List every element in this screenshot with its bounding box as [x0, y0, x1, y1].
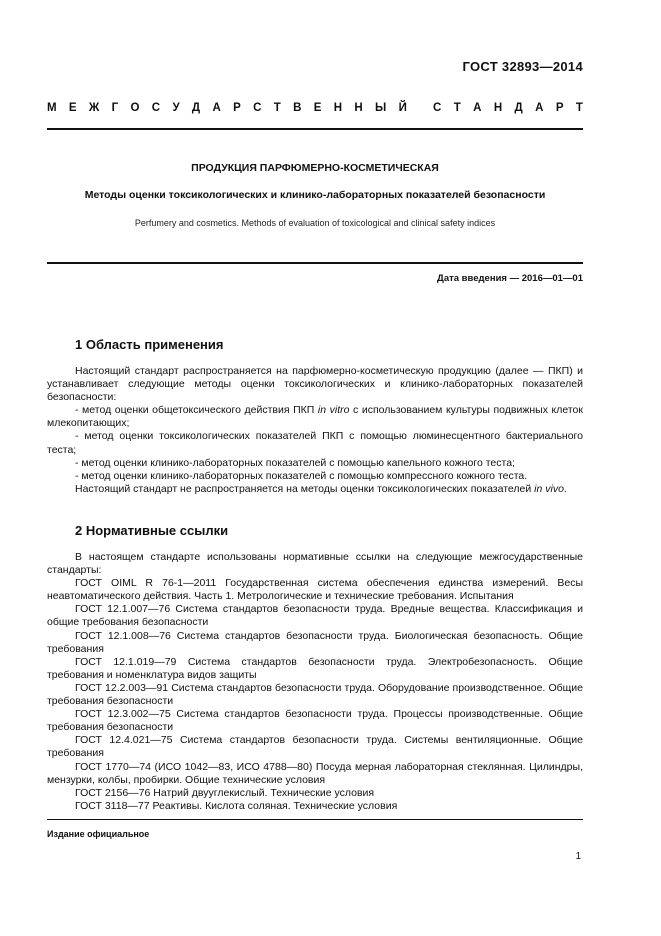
- standard-type-word-1: [47, 102, 407, 114]
- document-title: ПРОДУКЦИЯ ПАРФЮМЕРНО-КОСМЕТИЧЕСКАЯ: [191, 162, 439, 174]
- date-of-introduction: Дата введения — 2016—01—01: [437, 273, 583, 284]
- document-title-english: Perfumery and cosmetics. Methods of evaluation of toxicological and clinical safety indices: [134, 218, 496, 228]
- section-2-body: [47, 551, 583, 813]
- header-rule: [47, 128, 583, 130]
- heading-letter: Т: [575, 102, 583, 114]
- heading-letter: Р: [555, 102, 564, 114]
- heading-letter: Д: [514, 102, 523, 114]
- heading-letter: С: [253, 102, 262, 114]
- page-number: 1: [575, 851, 581, 862]
- heading-letter: Й: [398, 102, 407, 114]
- reference-item: ГОСТ 3118—77 Реактивы. Кислота соляная. Технические условия: [75, 799, 398, 812]
- reference-item: ГОСТ 1770—74 (ИСО 1042—83, ИСО 4788—80) Посуда мерная лабораторная стеклянная. Цилиндры, мензурки, колбы, пробирки. Общие технические условия: [47, 760, 583, 786]
- heading-letter: А: [535, 102, 544, 114]
- reference-item: ГОСТ 12.3.002—75 Система стандартов безопасности труда. Процессы производственные. Общие требования безопасности: [47, 708, 583, 734]
- heading-letter: Ы: [375, 102, 387, 114]
- reference-item: ГОСТ 12.1.008—76 Система стандартов безопасности труда. Биологическая безопасность. Общие требования: [47, 629, 583, 655]
- heading-letter: Е: [313, 102, 322, 114]
- list-item: - метод оценки клинико-лабораторных показателей с помощью капельного кожного теста;: [75, 456, 515, 469]
- paragraph: Настоящий стандарт не распространяется на методы оценки токсикологических показателей in vivo.: [75, 482, 567, 495]
- list-item: - метод оценки клинико-лабораторных показателей с помощью компрессного кожного теста.: [75, 469, 528, 482]
- standard-type-heading: [47, 102, 583, 114]
- heading-letter: Е: [68, 102, 77, 114]
- heading-letter: Т: [453, 102, 461, 114]
- list-item: - метод оценки токсикологических показателей ПКП с помощью люминесцентного бактериального теста;: [47, 430, 583, 456]
- heading-letter: Н: [493, 102, 503, 114]
- reference-item: ГОСТ 12.2.003—91 Система стандартов безопасности труда. Оборудование производственное. Общие требования безопасности: [47, 681, 583, 708]
- reference-item: ГОСТ 2156—76 Натрий двууглекислый. Технические условия: [75, 786, 375, 799]
- heading-letter: М: [47, 102, 57, 114]
- section-2-heading: 2 Нормативные ссылки: [75, 523, 229, 538]
- heading-letter: Н: [333, 102, 343, 114]
- heading-letter: А: [212, 102, 221, 114]
- document-subtitle: Методы оценки токсикологических и клинико-лабораторных показателей безопасности: [84, 189, 546, 201]
- heading-letter: С: [433, 102, 442, 114]
- heading-letter: Н: [354, 102, 363, 114]
- heading-letter: О: [130, 102, 140, 114]
- reference-item: ГОСТ OIML R 76-1—2011 Государственная система обеспечения единства измерений. Весы неавтоматического действия. Часть 1. Метрологические и технические требования. Испытания: [47, 577, 583, 603]
- paragraph: Настоящий стандарт распространяется на парфюмерно-косметическую продукцию (далее — ПКП) и устанавливает следующие методы оценки токсикологических и клинико-лабораторных показателей безопасности:: [47, 365, 583, 404]
- heading-letter: В: [293, 102, 302, 114]
- list-item: - метод оценки общетоксического действия ПКП in vitro с использованием культуры подвижных клеток млекопитающих;: [47, 404, 583, 430]
- paragraph: В настоящем стандарте использованы нормативные ссылки на следующие межгосударственные стандарты:: [47, 551, 583, 577]
- section-1-body: [47, 365, 583, 496]
- heading-letter: Ж: [88, 102, 100, 114]
- footer-rule: [47, 819, 583, 820]
- title-rule: [47, 262, 583, 264]
- heading-letter: Г: [111, 102, 119, 114]
- standard-type-word-2: [433, 102, 583, 114]
- heading-letter: Д: [191, 102, 201, 114]
- reference-item: ГОСТ 12.4.021—75 Система стандартов безопасности труда. Системы вентиляционные. Общие требования: [47, 734, 583, 760]
- heading-letter: А: [473, 102, 482, 114]
- reference-item: ГОСТ 12.1.019—79 Система стандартов безопасности труда. Электробезопасность. Общие требования и номенклатура видов защиты: [47, 655, 583, 681]
- heading-letter: У: [172, 102, 180, 114]
- italic-term: in vitro: [317, 404, 350, 417]
- section-1-heading: 1 Область применения: [75, 337, 224, 352]
- gost-code: ГОСТ 32893—2014: [462, 59, 583, 74]
- official-edition-label: Издание официальное: [47, 829, 150, 839]
- italic-term: in vivo: [534, 482, 564, 495]
- heading-letter: Р: [233, 102, 241, 114]
- heading-letter: С: [151, 102, 161, 114]
- heading-letter: Т: [273, 102, 281, 114]
- reference-item: ГОСТ 12.1.007—76 Система стандартов безопасности труда. Вредные вещества. Классификация и общие требования безопасности: [47, 603, 583, 629]
